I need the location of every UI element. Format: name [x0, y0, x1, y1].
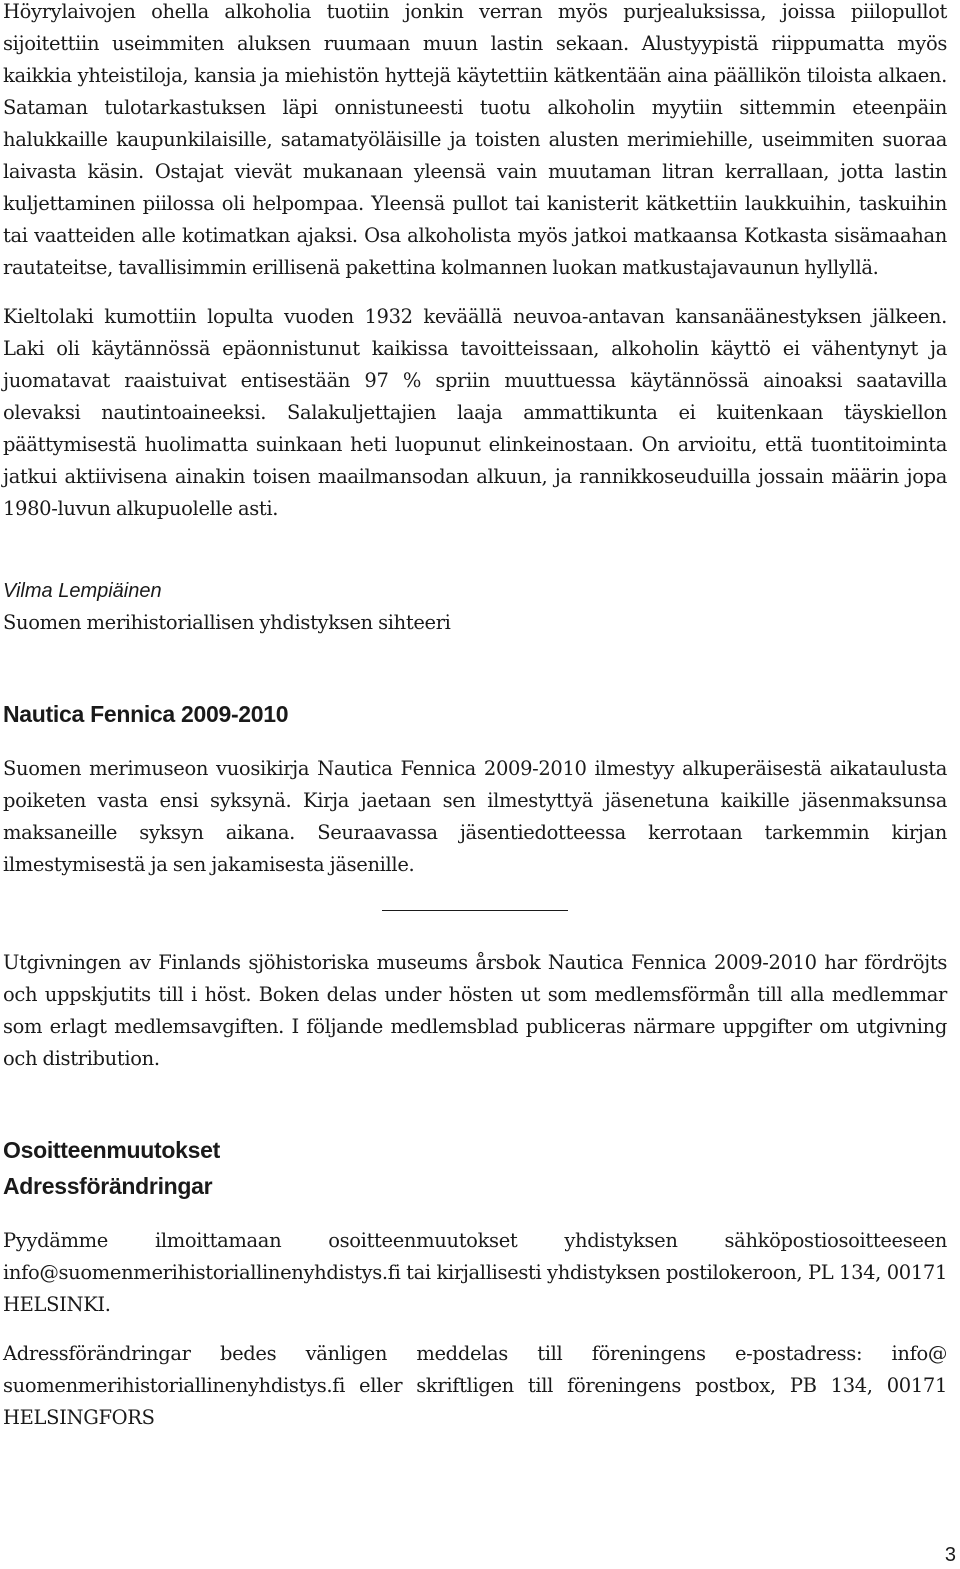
address-paragraph-fi: Pyydämme ilmoittamaan osoitteenmuutokset yhdistyksen sähköpostiosoitteeseen info@suomenmerihistoriallinenyhdistys.fi tai kirjallisesti yhdistyksen postilokeroon, PL 134, 00171 HELSINKI. [3, 1229, 947, 1316]
nautica-heading: Nautica Fennica 2009-2010 [3, 701, 289, 727]
address-heading-fi: Osoitteenmuutokset [3, 1137, 220, 1163]
nautica-paragraph-fi: Suomen merimuseon vuosikirja Nautica Fennica 2009-2010 ilmestyy alkuperäisestä aikataulusta poiketen vasta ensi syksynä. Kirja jaetaan sen ilmestyttyä jäsenetuna kaikille jäsenmaksunsa maksaneille syksyn aikana. Seuraavassa jäsentiedotteessa kerrotaan tarkemmin kirjan ilmestymisestä ja sen jakamisesta jäsenille. [3, 757, 947, 876]
article-paragraph-2: Kieltolaki kumottiin lopulta vuoden 1932 keväällä neuvoa-antavan kansanäänestyksen jälkeen. Laki oli käytännössä epäonnistunut kaikissa tavoitteissaan, alkoholin käyttö ei vähentynyt ja juomatavat raaistuivat entisestään 97 % spriin muuttuessa käytännössä ainoaksi saatavilla olevaksi nautintoaineeksi. Salakuljettajien laaja ammattikunta ei kuitenkaan täyskiellon päättymisestä huolimatta suinkaan heti luopunut elinkeinostaan. On arvioitu, että tuontitoiminta jatkui aktiivisena ainakin toisen maailmansodan alkuun, ja rannikkoseuduilla jossain määrin jopa 1980-luvun alkupuolelle asti. [3, 305, 947, 520]
address-heading-sv: Adressförändringar [3, 1173, 213, 1199]
page-number: 3 [944, 1544, 956, 1566]
article-paragraph-1: Höyrylaivojen ohella alkoholia tuotiin jonkin verran myös purjealuksissa, joissa piilopullot sijoitettiin useimmiten aluksen ruumaan muun lastin sekaan. Alustyypistä riippumatta myös kaikkia yhteistiloja, kansia ja miehistön hyttejä käytettiin kätkentään aina päällikön tiloista alkaen. Sataman tulotarkastuksen läpi onnistuneesti tuotu alkoholin myytiin sittemmin eteenpäin halukkaille kaupunkilaisille, satamatyöläisille ja toisten alusten merimiehille, useimmiten suoraa laivasta käsin. Ostajat vievät mukanaan yleensä vain muutaman litran kerrallaan, jotta lastin kuljettaminen piilossa oli helpompaa. Yleensä pullot tai kanisterit kätkettiin laukkuihin, taskuihin tai vaatteiden alle kotimatkan ajaksi. Osa alkoholista myös jatkoi matkaansa Kotkasta sisämaahan rautateitse, tavallisimmin erillisenä pakettina kolmannen luokan matkustajavaunun hyllyllä. [3, 0, 947, 279]
author-name: Vilma Lempiäinen [3, 580, 162, 602]
address-paragraph-sv: Adressförändringar bedes vänligen meddelas till föreningens e-postadress: info@ suomenmerihistoriallinenyhdistys.fi eller skriftligen till föreningens postbox, PB 134, 00171 HELSINGFORS [3, 1342, 947, 1429]
nautica-paragraph-sv: Utgivningen av Finlands sjöhistoriska museums årsbok Nautica Fennica 2009-2010 har fördröjts och uppskjutits till i höst. Boken delas under hösten ut som medlemsförmån till alla medlemmar som erlagt medlemsavgiften. I följande medlemsblad publiceras närmare uppgifter om utgivning och distribution. [3, 951, 947, 1070]
author-role: Suomen merihistoriallisen yhdistyksen sihteeri [3, 611, 451, 634]
section-divider [382, 910, 568, 911]
document-page [3, 0, 947, 1434]
